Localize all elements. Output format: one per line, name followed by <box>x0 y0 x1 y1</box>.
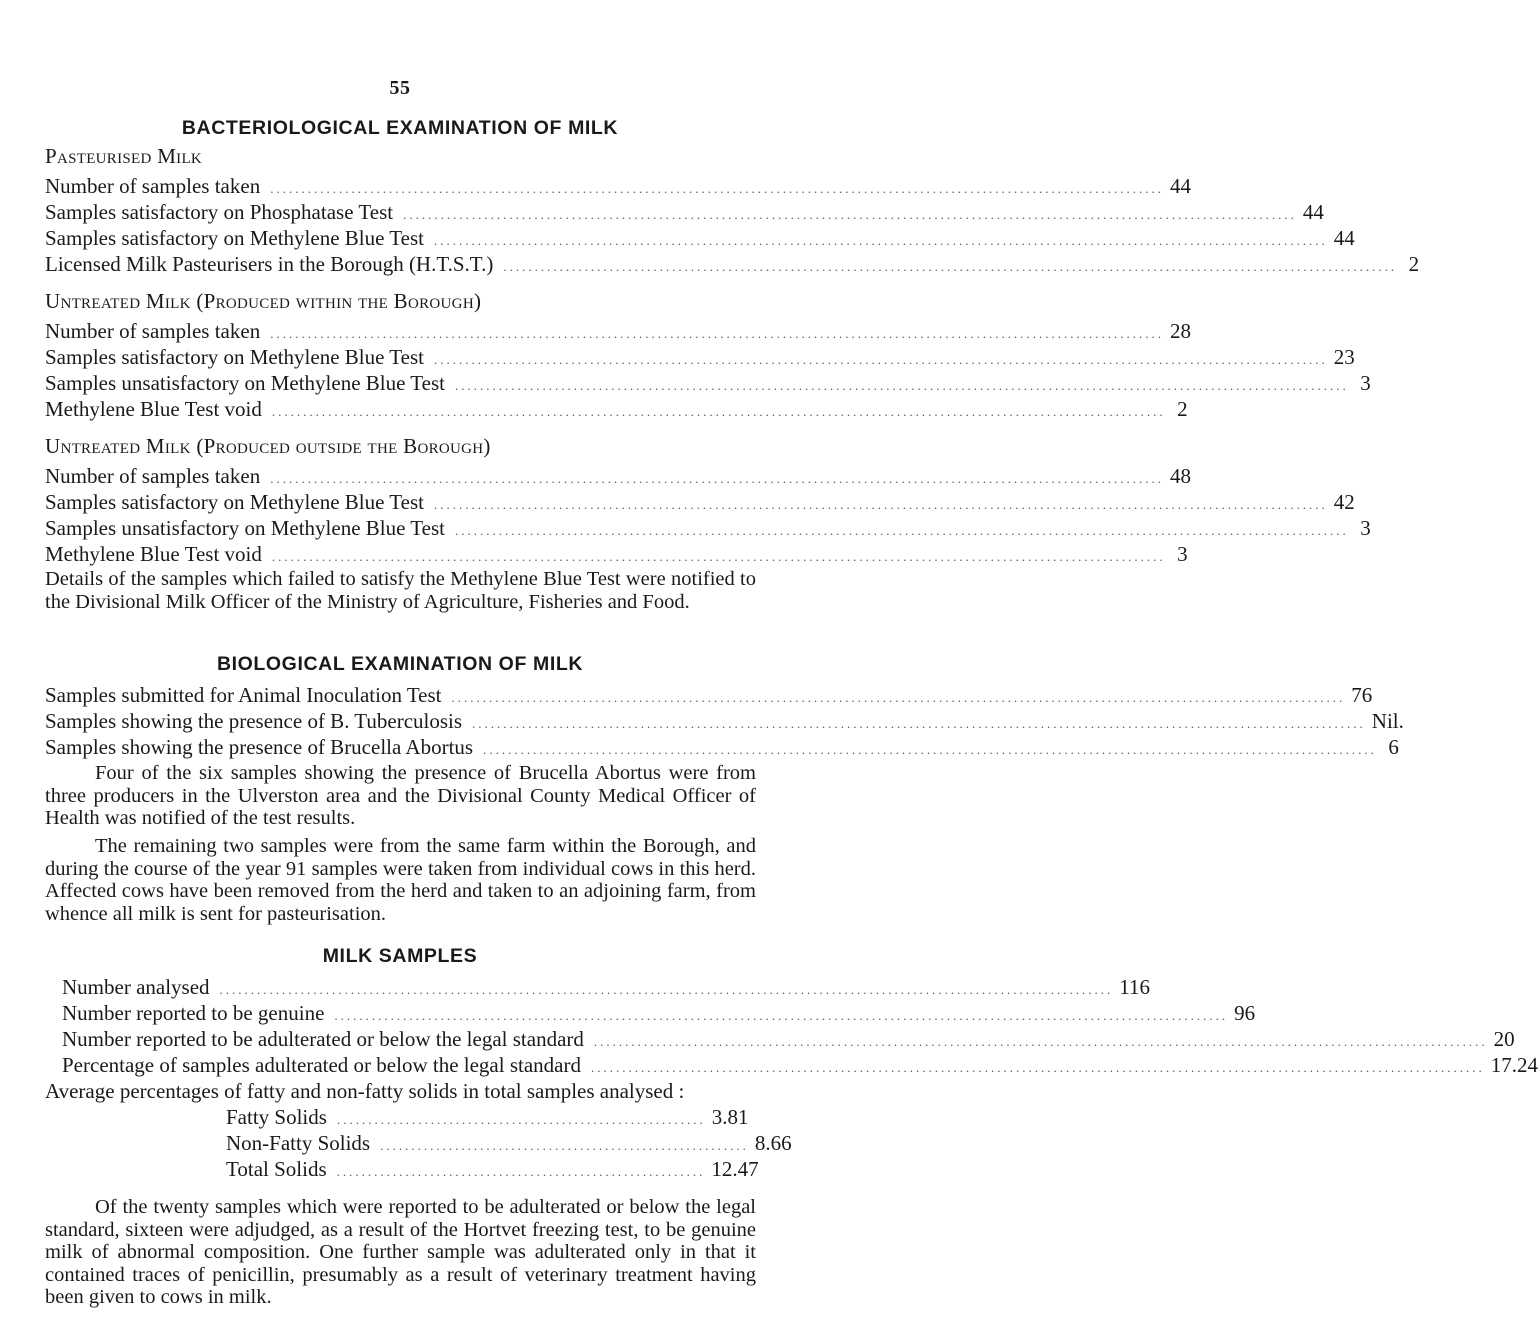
methylene-note-paragraph: Details of the samples which failed to satisfy the Methylene Blue Test were notified to the Divisional Milk Officer of the Ministry of Agriculture, Fisheries and Food. <box>45 568 756 613</box>
row-label: Samples satisfactory on Methylene Blue Test <box>45 345 424 369</box>
bacteriological-heading: BACTERIOLOGICAL EXAMINATION OF MILK <box>181 117 619 139</box>
row-label: Number reported to be genuine <box>62 1001 325 1025</box>
dot-leader: ............................................................................................................................................... <box>270 181 1164 196</box>
dot-leader: ............................................................................................................................................... <box>451 690 1346 705</box>
row-label: Methylene Blue Test void <box>45 542 262 566</box>
row-label: Number of samples taken <box>45 464 261 488</box>
row-value: 116 <box>1119 975 1151 999</box>
row-label: Samples unsatisfactory on Methylene Blue Test <box>45 371 445 395</box>
brucella-paragraph: Four of the six samples showing the presence of Brucella Abortus were from three producers in the Ulverston area and the Divisional County Medical Officer of Health was notified of the test results. <box>45 762 756 829</box>
dot-leader: ............................................................................................................................................... <box>593 1034 1488 1049</box>
untreated-outside-heading: Untreated Milk (Produced outside the Borough) <box>45 434 491 458</box>
average-line <box>45 1077 756 1105</box>
stat-row <box>45 540 1188 568</box>
herd-paragraph: The remaining two samples were from the same farm within the Borough, and during the course of the year 91 samples were taken from individual cows in this herd. Affected cows have been removed from the herd and taken to an adjoining farm, from whence all milk is sent for pasteurisation. <box>45 835 756 925</box>
row-value: Nil. <box>1371 709 1404 733</box>
row-label: Samples unsatisfactory on Methylene Blue Test <box>45 516 445 540</box>
row-label: Licensed Milk Pasteurisers in the Borough (H.T.S.T.) <box>45 252 494 276</box>
row-value: 96 <box>1234 1001 1256 1025</box>
stat-row <box>45 369 1371 397</box>
stat-row <box>45 733 1399 761</box>
dot-leader: ........................................................... <box>336 1164 706 1179</box>
dot-leader: ............................................................................................................................................... <box>433 352 1328 367</box>
stat-row <box>45 224 1355 252</box>
solids-row <box>226 1129 792 1157</box>
dot-leader: ............................................................................................................................................... <box>433 497 1328 512</box>
row-value: 3.81 <box>711 1105 749 1129</box>
row-label: Samples showing the presence of B. Tuberculosis <box>45 709 463 733</box>
stat-row <box>45 343 1355 371</box>
row-value: 8.66 <box>754 1131 792 1155</box>
row-value: 3 <box>1360 516 1371 540</box>
conclusion-paragraph: Of the twenty samples which were reported to be adulterated or below the legal standard, sixteen were adjudged, as a result of the Hortvet freezing test, to be genuine milk of abnormal composition. One further sample was adulterated only in that it contained traces of penicillin, presumably as a result of veterinary treatment having been given to cows in milk. <box>45 1196 756 1308</box>
stat-row <box>62 1051 1538 1079</box>
row-label: Samples submitted for Animal Inoculation Test <box>45 683 442 707</box>
dot-leader: ............................................................................................................................................... <box>271 549 1166 564</box>
solids-row <box>226 1155 759 1183</box>
stat-row <box>62 1025 1515 1053</box>
milk-samples-heading: MILK SAMPLES <box>322 945 478 967</box>
stat-row <box>45 707 1404 735</box>
dot-leader: ........................................................... <box>380 1138 749 1153</box>
row-label: Non-Fatty Solids <box>226 1131 371 1155</box>
dot-leader: ............................................................................................................................................... <box>454 523 1349 538</box>
row-label: Number analysed <box>62 975 210 999</box>
row-value: 2 <box>1177 397 1188 421</box>
dot-leader: ............................................................................................................................................... <box>472 716 1366 731</box>
dot-leader: ............................................................................................................................................... <box>403 207 1297 222</box>
row-value: 20 <box>1493 1027 1515 1051</box>
dot-leader: ............................................................................................................................................... <box>454 378 1349 393</box>
row-label: Total Solids <box>226 1157 327 1181</box>
row-value: 44 <box>1333 226 1355 250</box>
row-label: Number reported to be adulterated or below the legal standard <box>62 1027 584 1051</box>
row-value: 28 <box>1169 319 1191 343</box>
stat-row <box>45 681 1373 709</box>
untreated-within-heading: Untreated Milk (Produced within the Borough) <box>45 289 482 313</box>
row-value: 2 <box>1408 252 1420 276</box>
row-value: 44 <box>1169 174 1191 198</box>
row-label: Methylene Blue Test void <box>45 397 262 421</box>
dot-leader: ............................................................................................................................................... <box>270 471 1164 486</box>
row-label: Samples satisfactory on Methylene Blue Test <box>45 226 424 250</box>
stat-row <box>45 462 1191 490</box>
average-text: Average percentages of fatty and non-fatty solids in total samples analysed : <box>45 1079 685 1103</box>
dot-leader: ............................................................................................................................................... <box>483 742 1377 757</box>
row-value: 3 <box>1177 542 1188 566</box>
row-label: Percentage of samples adulterated or below the legal standard <box>62 1053 581 1077</box>
stat-row <box>45 317 1191 345</box>
biological-heading: BIOLOGICAL EXAMINATION OF MILK <box>216 653 584 675</box>
row-label: Number of samples taken <box>45 174 261 198</box>
stat-row <box>45 514 1371 542</box>
stat-row <box>45 488 1355 516</box>
dot-leader: ............................................................................................................................................... <box>590 1060 1485 1075</box>
row-value: 12.47 <box>711 1157 759 1181</box>
row-value: 23 <box>1333 345 1355 369</box>
stat-row <box>62 999 1256 1027</box>
row-value: 76 <box>1351 683 1373 707</box>
row-label: Samples satisfactory on Methylene Blue Test <box>45 490 424 514</box>
row-label: Samples showing the presence of Brucella Abortus <box>45 735 474 759</box>
stat-row <box>62 973 1151 1001</box>
dot-leader: ............................................................................................................................................... <box>219 982 1114 997</box>
stat-row <box>45 198 1324 226</box>
row-value: 3 <box>1360 371 1371 395</box>
row-value: 42 <box>1333 490 1355 514</box>
dot-leader: ............................................................................................................................................... <box>270 326 1164 341</box>
stat-row <box>45 395 1188 423</box>
page-number: 55 <box>389 77 411 99</box>
stat-row <box>45 250 1420 278</box>
dot-leader: ............................................................................................................................................... <box>503 259 1398 274</box>
row-value: 44 <box>1302 200 1324 224</box>
dot-leader: ............................................................................................................................................... <box>334 1008 1229 1023</box>
dot-leader: ............................................................................................................................................... <box>271 404 1166 419</box>
stat-row <box>45 172 1191 200</box>
solids-row <box>226 1103 749 1131</box>
row-label: Samples satisfactory on Phosphatase Test <box>45 200 394 224</box>
row-label: Fatty Solids <box>226 1105 327 1129</box>
row-value: 17.24 <box>1490 1053 1538 1077</box>
dot-leader: ............................................................................................................................................... <box>433 233 1328 248</box>
dot-leader: ........................................................... <box>336 1112 706 1127</box>
row-value: 6 <box>1388 735 1399 759</box>
pasteurised-milk-heading: Pasteurised Milk <box>45 144 203 168</box>
row-value: 48 <box>1169 464 1191 488</box>
row-label: Number of samples taken <box>45 319 261 343</box>
